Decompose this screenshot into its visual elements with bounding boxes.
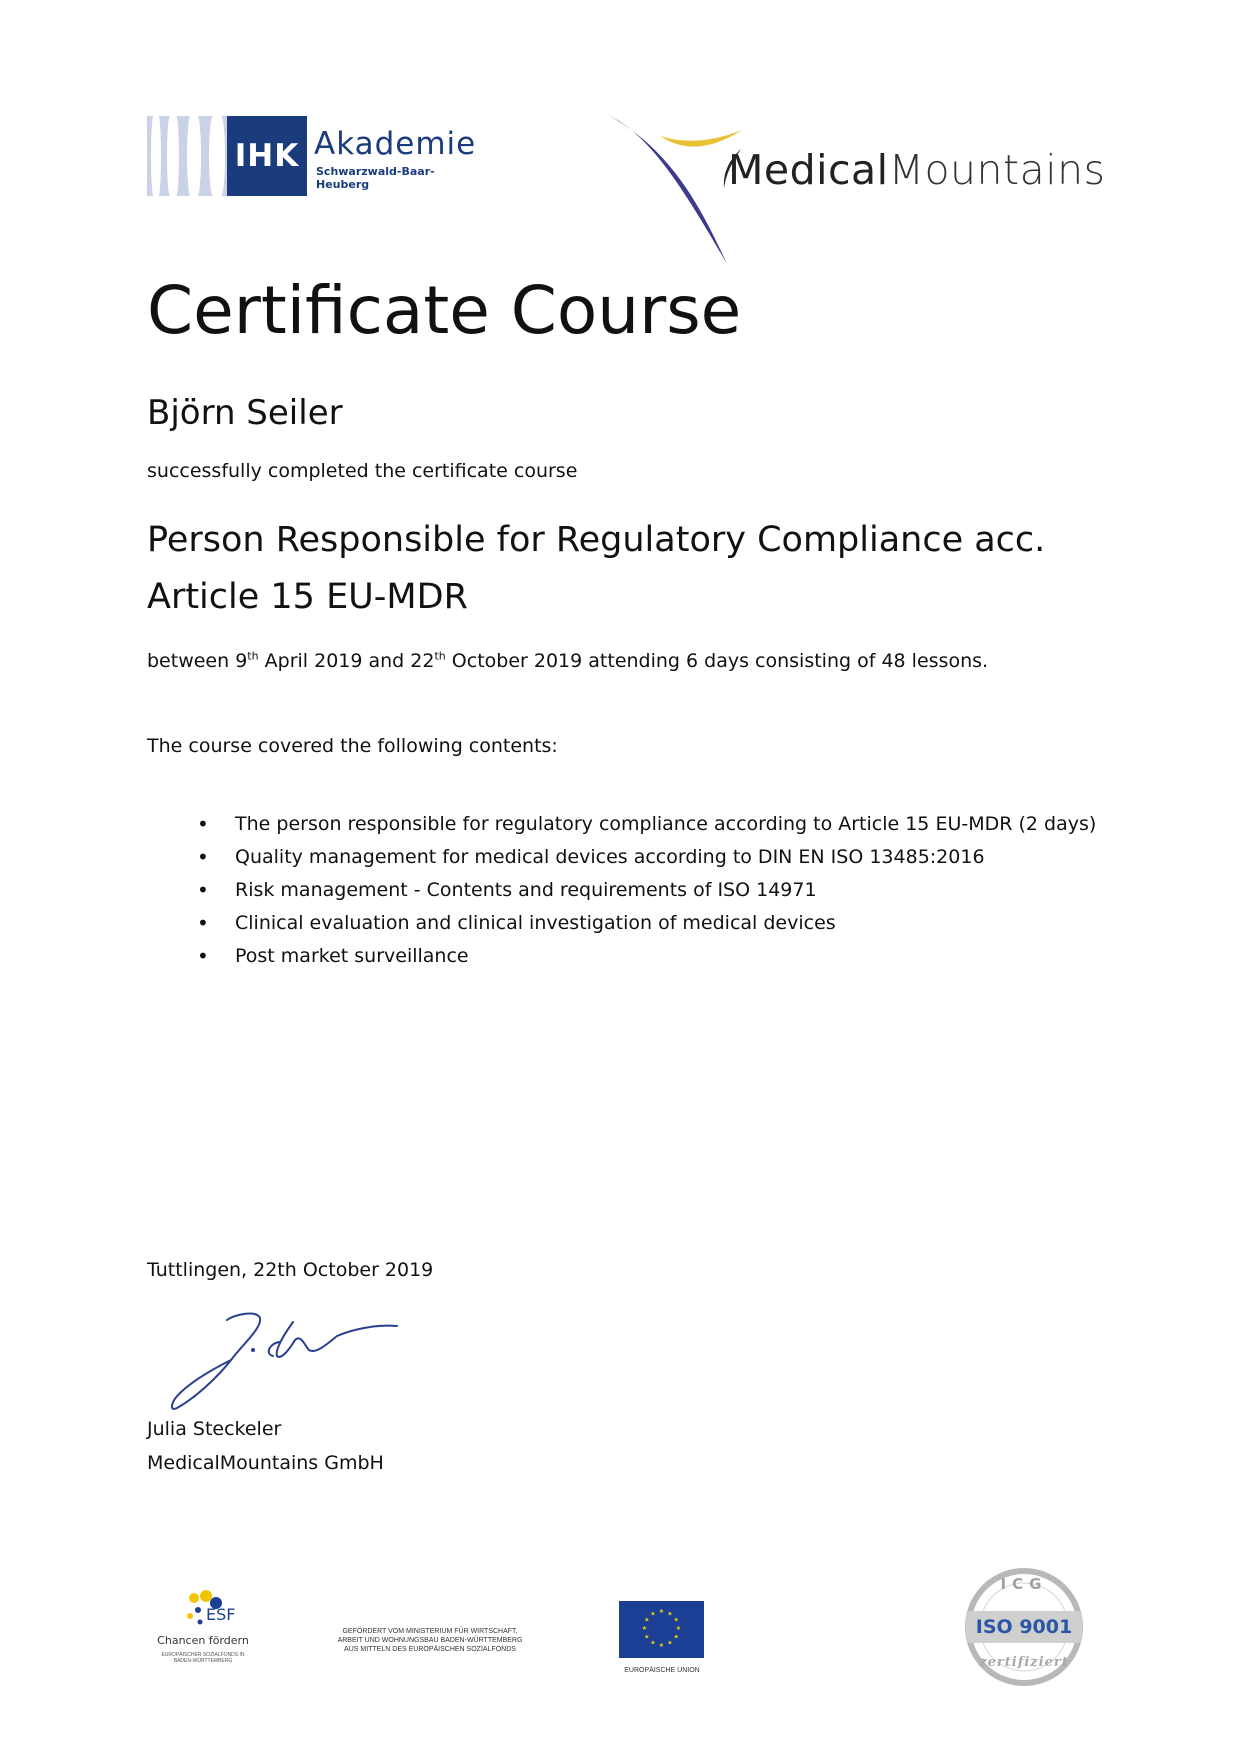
iso-top-text: ICG — [1000, 1575, 1048, 1593]
svg-text:★: ★ — [673, 1616, 679, 1624]
svg-text:★: ★ — [650, 1610, 656, 1618]
dates-suffix: October 2019 attending 6 days consisting of 48 lessons. — [445, 650, 989, 672]
course-title-line1: Person Responsible for Regulatory Compliance acc. — [147, 520, 1046, 560]
svg-text:★: ★ — [667, 1610, 673, 1618]
course-title — [147, 512, 1147, 626]
svg-text:★: ★ — [650, 1639, 656, 1647]
list-item: • Clinical evaluation and clinical investigation of medical devices — [147, 907, 1096, 940]
eu-stars-icon — [619, 1601, 704, 1658]
wordmark-part1: Medical — [728, 146, 889, 194]
dates-sup1: th — [247, 649, 259, 663]
list-item: • Post market surveillance — [147, 940, 1096, 973]
dates-sup2: th — [434, 649, 446, 663]
ihk-name: Akademie — [314, 126, 477, 162]
svg-text:★: ★ — [673, 1633, 679, 1641]
certificate-title: Certificate Course — [147, 272, 742, 349]
esf-mark: ESF — [206, 1605, 236, 1624]
svg-text:★: ★ — [667, 1639, 673, 1647]
ihk-akademie-logo — [147, 116, 477, 196]
funding-statement — [322, 1627, 538, 1654]
esf-dots-icon — [150, 1590, 255, 1630]
funding-line1: GEFÖRDERT VOM MINISTERIUM FÜR WIRTSCHAFT, — [342, 1628, 518, 1635]
recipient-name: Björn Seiler — [147, 393, 343, 433]
course-dates — [147, 650, 988, 672]
list-item: • Risk management - Contents and requirements of ISO 14971 — [147, 874, 1096, 907]
signatory-company: MedicalMountains GmbH — [147, 1452, 384, 1474]
dates-prefix: between 9 — [147, 650, 248, 672]
wordmark-part2: Mountains — [888, 146, 1106, 194]
funding-line2: ARBEIT UND WOHNUNGSBAU BADEN-WÜRTTEMBERG — [337, 1637, 523, 1644]
eu-flag-icon — [619, 1601, 704, 1658]
esf-logo — [150, 1590, 255, 1670]
eu-label: EUROPÄISCHE UNION — [624, 1667, 700, 1674]
course-title-line2: Article 15 EU-MDR — [147, 577, 468, 617]
ihk-mark: IHK — [227, 116, 307, 196]
place-date: Tuttlingen, 22th October 2019 — [147, 1259, 434, 1281]
svg-text:★: ★ — [644, 1633, 650, 1641]
svg-text:★: ★ — [644, 1616, 650, 1624]
svg-text:★: ★ — [675, 1625, 682, 1632]
iso-badge-text: ISO 9001 — [975, 1616, 1073, 1638]
list-item: • The person responsible for regulatory compliance according to Article 15 EU-MDR (2 days) — [147, 808, 1096, 841]
medical-mountains-logo — [610, 116, 1106, 266]
contents-intro: The course covered the following contents: — [147, 735, 558, 757]
contents-list — [147, 808, 1096, 973]
ihk-subtitle: Schwarzwald-Baar-Heuberg — [316, 165, 435, 191]
medical-mountains-wordmark — [728, 146, 1105, 194]
funding-line3: AUS MITTELN DES EUROPÄISCHEN SOZIALFONDS — [344, 1646, 516, 1653]
iso-9001-certified-logo — [964, 1567, 1084, 1687]
dates-middle: April 2019 and 22 — [258, 650, 435, 672]
iso-bottom-text: zertifiziert — [979, 1655, 1069, 1670]
esf-small-text: EUROPÄISCHER SOZIALFONDS IN BADEN-WÜRTTEMBERG — [161, 1652, 245, 1664]
signatory-name: Julia Steckeler — [147, 1418, 282, 1440]
signature-image — [165, 1310, 415, 1415]
esf-tagline: Chancen fördern — [157, 1634, 249, 1647]
completed-text: successfully completed the certificate course — [147, 460, 578, 482]
list-item: • Quality management for medical devices according to DIN EN ISO 13485:2016 — [147, 841, 1096, 874]
svg-text:★: ★ — [641, 1625, 648, 1632]
ihk-stripes-graphic — [147, 116, 227, 196]
svg-text:★: ★ — [658, 1642, 665, 1649]
svg-text:★: ★ — [658, 1608, 665, 1615]
